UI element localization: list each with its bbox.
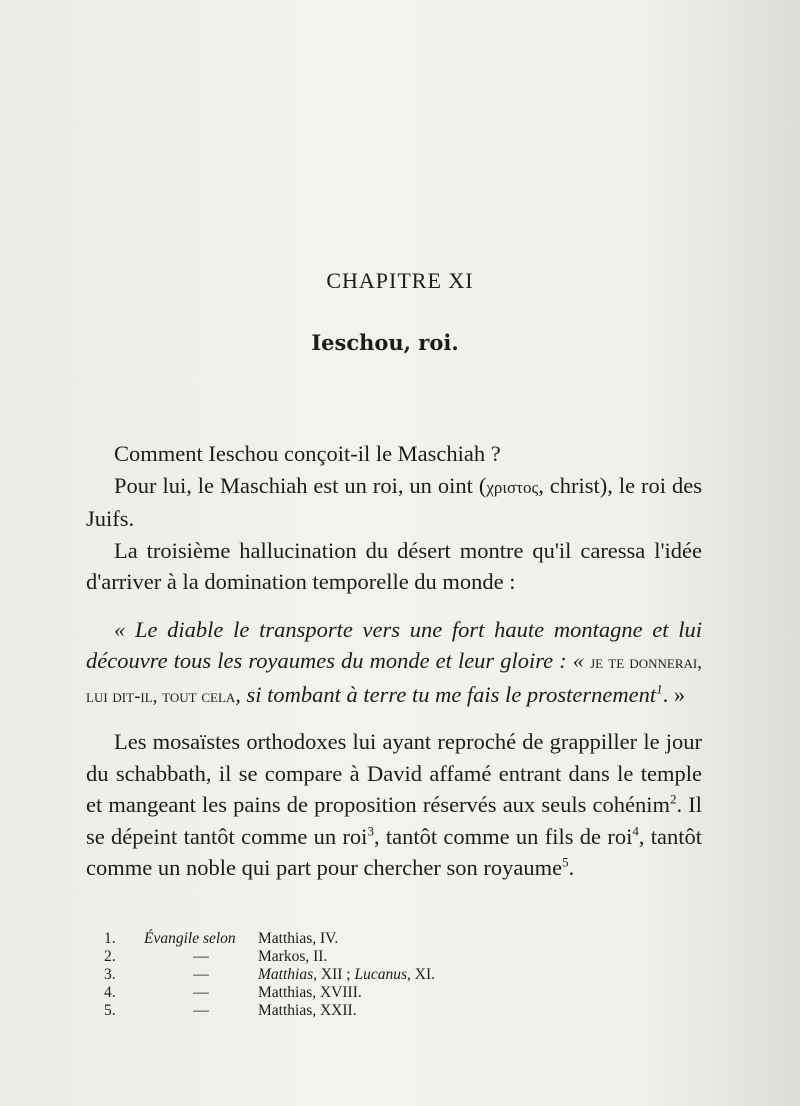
chapter-title: CHAPITRE XI — [326, 268, 474, 293]
greek-word: χριστος — [486, 477, 539, 497]
footnote-ref-5[interactable]: 5 — [562, 854, 569, 870]
footnote-ref-1[interactable]: 1 — [656, 681, 663, 696]
footnote-ref-4[interactable]: 4 — [632, 823, 639, 838]
body-text — [86, 438, 702, 884]
footnote-3: 3. — Matthias, XII ; Lucanus, XI. — [104, 966, 435, 983]
paragraph-3: La troisième hallucination du désert montre qu'il caressa l'idée d'arriver à la domination temporelle du monde : — [86, 537, 702, 594]
small-caps-quote: je te donnerai, lui dit-il, tout cela — [86, 652, 703, 707]
footnote-1: 1. Évangile selon Matthias, IV. — [104, 930, 339, 947]
footnote-5: 5. — Matthias, XXII. — [104, 1002, 357, 1019]
paragraph-4: Les mosaïstes orthodoxes lui ayant reproché de grappiller le jour du schabbath, il se compare à David affamé entrant dans le temple et mangeant les pains de proposition réservés aux seuls cohénim$^2$. Il se dépeint tantôt comme un roi$^3$, tantôt comme un fils de roi$^4$, tantôt comme un noble qui part pour chercher son royaume$^5$. — [86, 729, 702, 880]
section-title: Ieschou, roi. — [311, 330, 459, 355]
footnote-2: 2. — Markos, II. — [104, 948, 328, 965]
paragraph-2: Pour lui, le Maschiah est un roi, un oint (χριστος, christ), le roi des Juifs. — [86, 472, 702, 531]
footnote-ref-2[interactable]: 2 — [669, 791, 677, 807]
footnote-ref-3[interactable]: 3 — [367, 823, 374, 838]
paragraph-1: Comment Ieschou conçoit-il le Maschiah ? — [114, 441, 501, 466]
footnote-4: 4. — Matthias, XVIII. — [104, 984, 362, 1001]
footnotes — [104, 930, 435, 1020]
quotation: « Le diable le transporte vers une fort haute montagne et lui découvre tous les royaumes du monde et leur gloire : « je te donnerai, lui dit-il, tout cela, si tombant à terre tu me fais le prosternement$^1$. » — [86, 616, 703, 707]
